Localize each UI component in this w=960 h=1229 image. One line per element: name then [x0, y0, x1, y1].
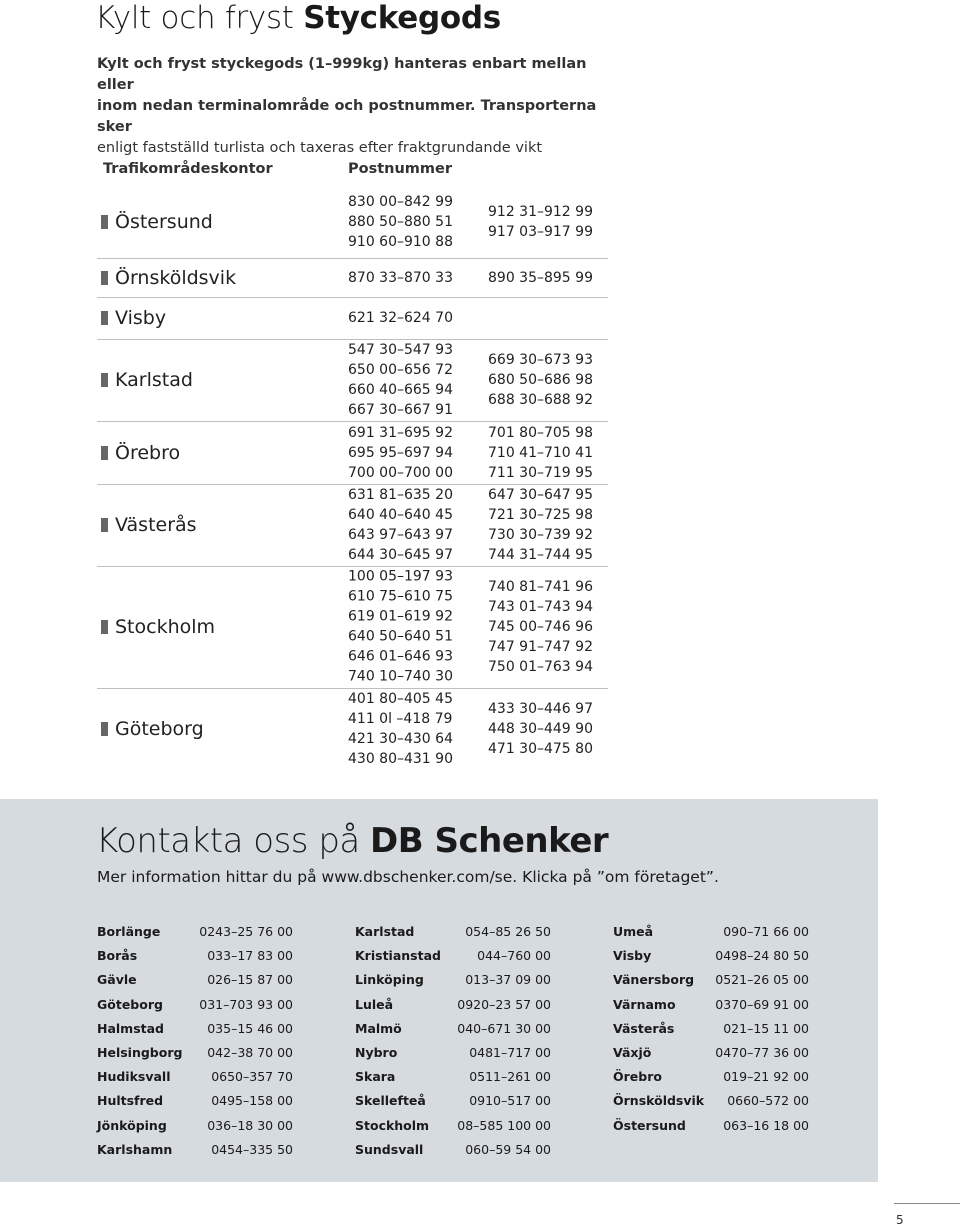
phone-number: 033–17 83 00: [207, 948, 293, 964]
postal-range: 621 32–624 70: [348, 309, 453, 326]
list-item: [355, 944, 551, 968]
postal-range: 640 50–640 51: [348, 629, 453, 645]
office-label: Västerås: [115, 514, 197, 536]
office-city: Örebro: [613, 1069, 662, 1085]
postal-range: 750 01–763 94: [488, 659, 593, 676]
phone-number: 060–59 54 00: [465, 1141, 551, 1157]
postal-column-1: [348, 689, 453, 769]
table-row: [97, 185, 608, 259]
list-item: [97, 1017, 293, 1041]
list-item: [97, 1041, 293, 1065]
list-item: [355, 1138, 551, 1162]
list-item: [355, 1065, 551, 1089]
office-city: Vänersborg: [613, 972, 695, 988]
postal-range: 100 05–197 93: [348, 568, 453, 585]
postal-range: 688 30–688 92: [488, 392, 593, 409]
postal-range: 912 31–912 99: [488, 203, 593, 220]
list-item: [613, 1065, 809, 1089]
table-row: [97, 297, 608, 340]
office-name: [101, 307, 166, 329]
square-bullet-icon: [101, 215, 108, 229]
phone-number: 0370–69 91 00: [715, 996, 809, 1012]
phone-number: 08–585 100 00: [457, 1117, 551, 1133]
list-item: [355, 1089, 551, 1113]
office-city: Östersund: [613, 1117, 686, 1133]
postal-range: 740 10–740 30: [348, 669, 453, 686]
postal-range: 430 80–431 90: [348, 751, 453, 768]
phone-number: 040–671 30 00: [457, 1020, 551, 1036]
phone-number: 0470–77 36 00: [715, 1044, 809, 1060]
postal-range: 830 00–842 99: [348, 193, 453, 210]
list-item: [355, 993, 551, 1017]
office-name: [101, 442, 180, 464]
square-bullet-icon: [101, 373, 108, 387]
list-item: [355, 920, 551, 944]
list-item: [613, 920, 809, 944]
office-name: [101, 369, 193, 391]
contact-title-light: Kontakta oss på: [96, 821, 371, 861]
postal-column-2: [488, 485, 593, 565]
square-bullet-icon: [101, 722, 108, 736]
office-city: Hultsfred: [97, 1093, 164, 1109]
square-bullet-icon: [101, 620, 108, 634]
office-city: Malmö: [355, 1020, 402, 1036]
phone-number: 0243–25 76 00: [199, 924, 293, 939]
postal-range: 910 60–910 88: [348, 233, 453, 250]
list-item: [97, 1089, 293, 1113]
phone-number: 0910–517 00: [469, 1093, 551, 1109]
office-label: Karlstad: [115, 369, 193, 391]
office-city: Linköping: [355, 972, 424, 988]
square-bullet-icon: [101, 446, 108, 460]
office-city: Hudiksvall: [97, 1069, 171, 1085]
postal-range: 917 03–917 99: [488, 223, 593, 240]
intro-line-3: enligt fastställd turlista och taxeras efter fraktgrundande vikt: [97, 140, 543, 156]
postal-column-1: [348, 422, 453, 482]
office-name: [101, 616, 215, 638]
list-item: [613, 968, 809, 992]
office-city: Gävle: [97, 972, 137, 988]
postal-column-2: [488, 577, 593, 677]
postal-column-1: [348, 267, 453, 287]
page-title: [95, 0, 501, 36]
postal-range: 711 30–719 95: [488, 464, 593, 481]
table-row: [97, 688, 608, 770]
list-item: [97, 1065, 293, 1089]
postal-range: 619 01–619 92: [348, 608, 453, 625]
postal-range: 644 30–645 97: [348, 547, 453, 564]
table-row: [97, 421, 608, 485]
phone-number: 0521–26 05 00: [715, 972, 809, 988]
postal-range: 890 35–895 99: [488, 269, 593, 286]
office-city: Skellefteå: [355, 1093, 426, 1109]
office-name: [101, 718, 204, 740]
phone-column-2: [355, 920, 551, 1162]
list-item: [613, 1041, 809, 1065]
list-item: [355, 1017, 551, 1041]
office-label: Göteborg: [115, 718, 204, 740]
office-label: Stockholm: [115, 616, 216, 638]
office-name: [101, 211, 213, 233]
office-city: Karlstad: [355, 924, 415, 939]
postal-range: 640 40–640 45: [348, 506, 453, 523]
postal-range: 740 81–741 96: [488, 578, 593, 595]
office-city: Kristianstad: [355, 948, 441, 964]
postal-range: 691 31–695 92: [348, 424, 453, 441]
office-label: Örebro: [115, 441, 181, 464]
postal-range: 401 80–405 45: [348, 690, 453, 707]
list-item: [355, 1114, 551, 1138]
office-city: Karlshamn: [97, 1141, 173, 1157]
office-name: [101, 267, 236, 289]
office-city: Växjö: [613, 1044, 652, 1060]
postal-range: 700 00–700 00: [348, 464, 453, 481]
office-city: Skara: [355, 1069, 396, 1085]
header-office: Trafikområdeskontor: [103, 161, 273, 177]
intro-line-1: Kylt och fryst styckegods (1–999kg) hanteras enbart mellan eller: [97, 56, 587, 93]
phone-number: 0650–357 70: [211, 1069, 293, 1085]
square-bullet-icon: [101, 271, 108, 285]
phone-number: 042–38 70 00: [207, 1044, 293, 1060]
list-item: [97, 944, 293, 968]
phone-number: 0511–261 00: [469, 1069, 551, 1085]
page-number: 5: [896, 1213, 904, 1227]
postal-range: 433 30–446 97: [488, 700, 593, 717]
postal-range: 471 30–475 80: [488, 741, 593, 758]
postal-column-1: [348, 308, 453, 328]
office-label: Östersund: [115, 210, 213, 233]
phone-number: 044–760 00: [477, 948, 551, 964]
postal-range: 695 95–697 94: [348, 444, 453, 461]
phone-column-3: [613, 920, 809, 1138]
list-item: [613, 1089, 809, 1113]
phone-number: 0920–23 57 00: [457, 996, 551, 1012]
office-city: Luleå: [355, 996, 394, 1012]
phone-number: 021–15 11 00: [723, 1020, 809, 1036]
postal-range: 650 00–656 72: [348, 361, 453, 378]
postal-range: 643 97–643 97: [348, 527, 453, 543]
list-item: [97, 920, 293, 944]
office-city: Göteborg: [97, 996, 163, 1012]
square-bullet-icon: [101, 311, 108, 325]
phone-number: 054–85 26 50: [465, 924, 551, 939]
postal-range: 421 30–430 64: [348, 731, 453, 747]
office-name: [101, 514, 197, 536]
table-row: [97, 258, 608, 298]
postal-range: 631 81–635 20: [348, 486, 453, 503]
contact-title-brand: DB Schenker: [370, 821, 609, 861]
phone-number: 090–71 66 00: [723, 924, 809, 939]
postal-range: 680 50–686 98: [488, 371, 593, 388]
page-title-light: Kylt och fryst: [95, 0, 304, 36]
postal-column-1: [348, 340, 453, 420]
office-city: Sundsvall: [355, 1141, 424, 1157]
office-city: Borås: [97, 948, 138, 964]
postal-column-1: [348, 567, 453, 688]
postal-range: 660 40–665 94: [348, 382, 453, 398]
postal-column-2: [488, 201, 593, 241]
table-row: [97, 566, 608, 689]
list-item: [613, 944, 809, 968]
contact-section: [0, 799, 878, 1182]
list-item: [97, 993, 293, 1017]
square-bullet-icon: [101, 518, 108, 532]
phone-number: 019–21 92 00: [723, 1069, 809, 1085]
footer-divider: [894, 1203, 960, 1204]
list-item: [97, 1114, 293, 1138]
contact-title: [96, 821, 608, 861]
phone-number: 0481–717 00: [469, 1044, 551, 1060]
page-title-bold: Styckegods: [303, 0, 501, 36]
postal-range: 669 30–673 93: [488, 351, 593, 368]
phone-number: 0454–335 50: [211, 1141, 293, 1157]
office-city: Jönköping: [97, 1117, 167, 1133]
phone-number: 035–15 46 00: [207, 1020, 293, 1036]
list-item: [613, 1017, 809, 1041]
postal-column-2: [488, 422, 593, 482]
office-city: Stockholm: [355, 1117, 430, 1133]
list-item: [97, 1138, 293, 1162]
table-row: [97, 484, 608, 567]
postal-range: 880 50–880 51: [348, 213, 453, 230]
phone-number: 063–16 18 00: [723, 1117, 809, 1133]
list-item: [97, 968, 293, 992]
list-item: [355, 968, 551, 992]
postal-column-2: [488, 267, 593, 287]
office-city: Umeå: [613, 924, 654, 939]
postal-column-2: [488, 350, 593, 410]
list-item: [355, 1041, 551, 1065]
postal-range: 667 30–667 91: [348, 402, 453, 419]
postal-range: 610 75–610 75: [348, 588, 453, 605]
phone-number: 026–15 87 00: [207, 972, 293, 988]
intro-line-2: inom nedan terminalområde och postnummer. Transporterna sker: [97, 98, 597, 135]
office-label: Örnsköldsvik: [115, 266, 237, 289]
office-city: Nybro: [355, 1044, 398, 1060]
postal-range: 721 30–725 98: [488, 506, 593, 523]
intro-text: [97, 54, 597, 159]
office-city: Halmstad: [97, 1020, 165, 1036]
postal-range: 747 91–747 92: [488, 639, 593, 656]
postal-range: 448 30–449 90: [488, 720, 593, 737]
phone-number: 031–703 93 00: [199, 996, 293, 1012]
postal-range: 646 01–646 93: [348, 649, 453, 666]
postal-range: 744 31–744 95: [488, 547, 593, 564]
phone-column-1: [97, 920, 293, 1162]
list-item: [613, 993, 809, 1017]
postal-range: 411 0l –418 79: [348, 710, 453, 727]
postal-range: 710 41–710 41: [488, 444, 593, 461]
phone-number: 0660–572 00: [727, 1093, 809, 1109]
phone-number: 0498–24 80 50: [715, 948, 809, 964]
office-city: Västerås: [613, 1020, 675, 1036]
office-label: Visby: [115, 307, 167, 329]
header-postal: Postnummer: [348, 161, 452, 177]
office-city: Värnamo: [613, 996, 676, 1012]
postal-range: 701 80–705 98: [488, 424, 593, 441]
phone-number: 0495–158 00: [211, 1093, 293, 1109]
postal-range: 730 30–739 92: [488, 527, 593, 543]
phone-number: 036–18 30 00: [207, 1117, 293, 1133]
postal-column-2: [488, 699, 593, 759]
contact-subtitle: Mer information hittar du på www.dbschenker.com/se. Klicka på ”om företaget”.: [97, 868, 719, 886]
list-item: [613, 1114, 809, 1138]
office-city: Örnsköldsvik: [613, 1093, 705, 1109]
office-city: Helsingborg: [97, 1044, 183, 1060]
postal-range: 647 30–647 95: [488, 486, 593, 503]
phone-number: 013–37 09 00: [465, 972, 551, 988]
postal-column-1: [348, 485, 453, 565]
postal-range: 547 30–547 93: [348, 341, 453, 358]
postal-range: 870 33–870 33: [348, 269, 453, 286]
postal-range: 743 01–743 94: [488, 598, 593, 615]
office-city: Visby: [613, 948, 652, 964]
office-city: Borlänge: [97, 924, 161, 939]
postal-column-1: [348, 191, 453, 251]
postal-range: 745 00–746 96: [488, 618, 593, 635]
table-row: [97, 339, 608, 422]
